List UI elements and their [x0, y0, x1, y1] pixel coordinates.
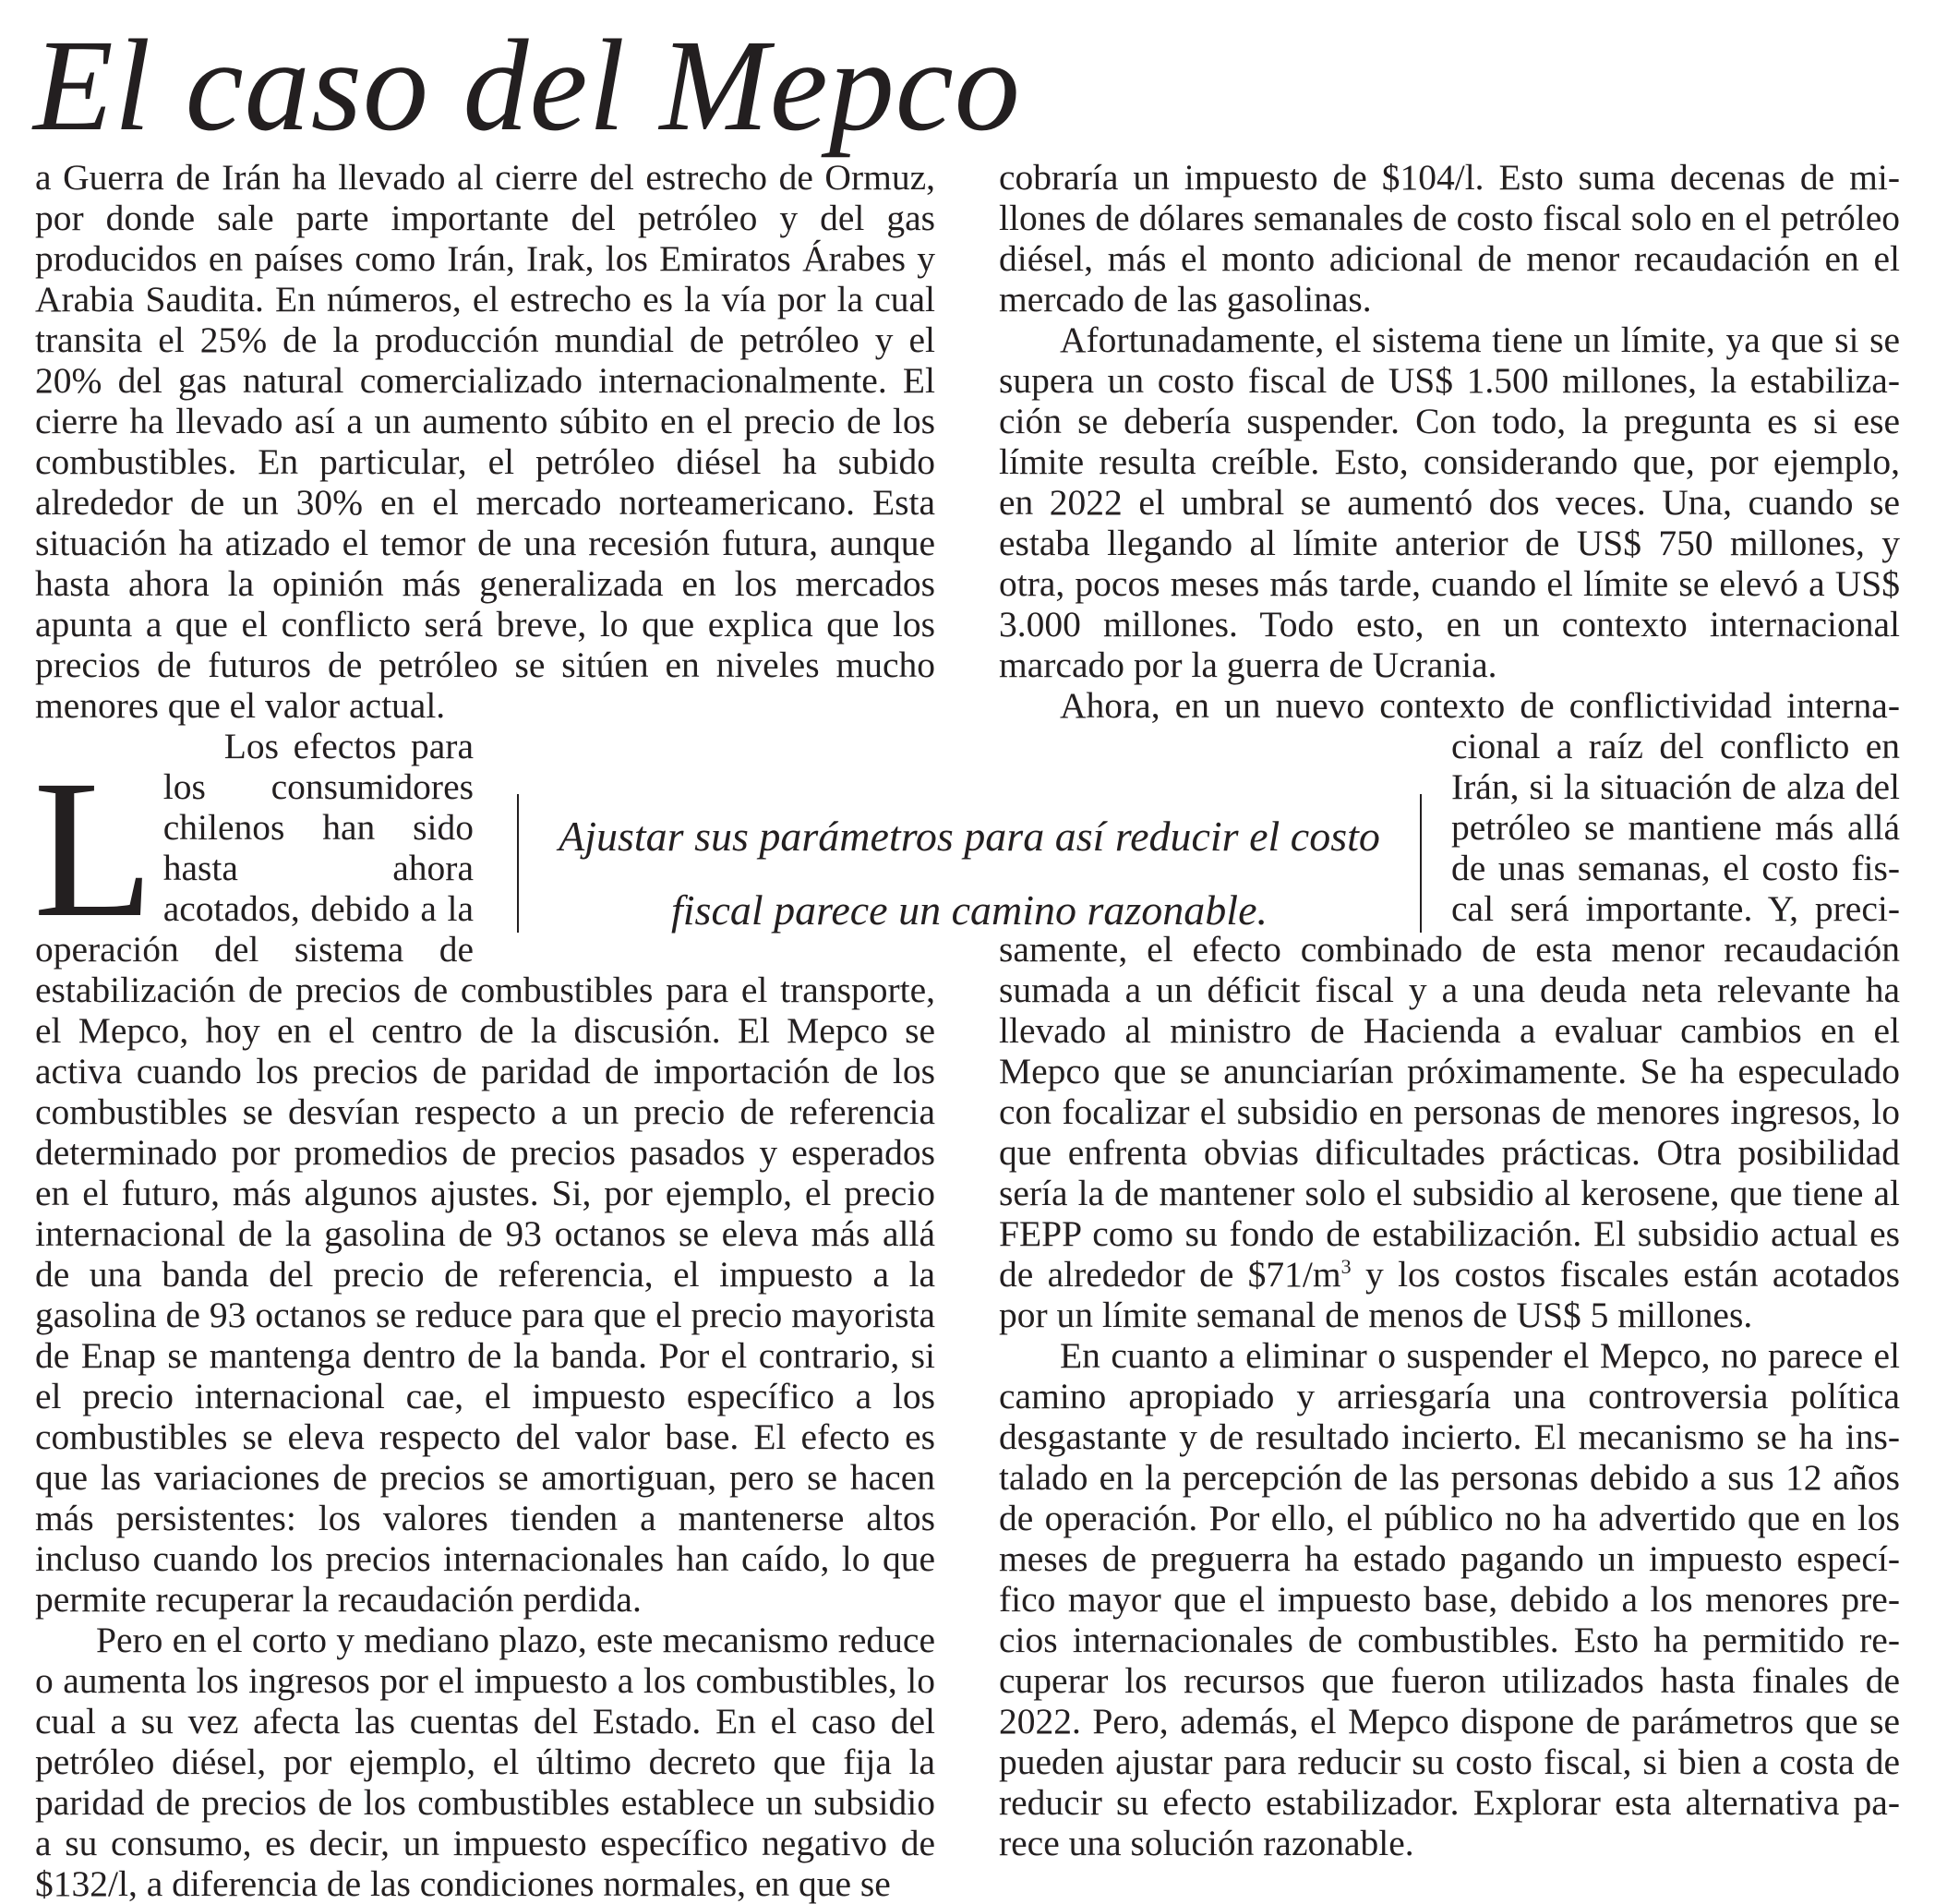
paragraph-6-tail: y los costos fiscales están acotados por un límite semanal de menos de US$ 5 millones.: [999, 1254, 1901, 1335]
paragraph-3: Pero en el corto y mediano plazo, este mecanismo reduce o aumenta los ingresos por el impuesto a los combustibles, lo cual a su vez afecta las cuentas del Estado. En el caso del petróleo diésel, por ejemplo, el último decreto que fija la paridad de precios de los combustibles establece un subsidio a su consumo, es decir, un impuesto específico negativo de $132/l, a diferencia de las condiciones normales, en que se: [35, 1620, 935, 1904]
pull-quote: [517, 794, 1422, 933]
paragraph-7: En cuanto a eliminar o suspender el Mepco, no parece el camino apropiado y arriesgaría una controversia política desgastante y de resultado incierto. El mecanismo se ha instalado en la percepción de las personas debido a sus 12 años de operación. Por ello, el público no ha advertido que en los meses de preguerra ha estado pagando un impuesto específico mayor que el impuesto base, debido a los menores precios internacionales de combustibles. Esto ha permitido recuperar los recursos que fueron utilizados hasta finales de 2022. Pero, además, el Mepco dispone de parámetros que se pueden ajustar para reducir su costo fiscal, si bien a costa de reducir su efecto estabilizador. Explorar esta alternativa parece una solución razonable.: [999, 1335, 1900, 1863]
paragraph-6-text: Ahora, en un nuevo contexto de conflictividad internacional a raíz del conflicto en Irán, si la situación de alza del petróleo se mantiene más allá de unas semanas, el costo fiscal será importante. Y, precisamente, el efecto combinado de esta menor recaudación sumada a un déficit fiscal y a una deuda neta relevante ha llevado al ministro de Hacienda a evaluar cambios en el Mepco que se anunciarían próximamente. Se ha especulado con focalizar el subsidio en personas de menores ingresos, lo que enfrenta obvias dificultades prácticas. Otra posibilidad sería la de mantener solo el subsidio al kerosene, que tiene al FEPP como su fondo de estabilización. El subsidio actual es de alrededor de $71/m: [999, 685, 1900, 1295]
paragraph-5: Afortunadamente, el sistema tiene un límite, ya que si se supera un costo fiscal de US$ 1.500 millones, la estabilización se debería suspender. Con todo, la pregunta es si ese límite resulta creíble. Esto, considerando que, por ejemplo, en 2022 el umbral se aumentó dos veces. Una, cuando se estaba llegando al límite anterior de US$ 750 millones, y otra, pocos meses más tarde, cuando el límite se elevó a US$ 3.000 millones. Todo esto, en un contexto internacional marcado por la guerra de Ucrania.: [999, 319, 1900, 685]
pull-quote-text: Ajustar sus parámetros para así reducir el costo fiscal parece un camino razonable.: [559, 813, 1380, 934]
column-left: [35, 157, 935, 1904]
column-right: [999, 157, 1900, 1863]
paragraph-4: cobraría un impuesto de $104/l. Esto suma decenas de millones de dólares semanales de costo fiscal solo en el petróleo diésel, más el monto adicional de menor recaudación en el mercado de las gasolinas.: [999, 157, 1900, 319]
article-title: El caso del Mepco: [33, 12, 1021, 158]
paragraph-1-text: a Guerra de Irán ha llevado al cierre del estrecho de Ormuz, por donde sale parte importante del petróleo y del gas producidos en países como Irán, Irak, los Emiratos Árabes y Arabia Saudita. En números, el estrecho es la vía por la cual transita el 25% de la producción mundial de petróleo y el 20% del gas natural comercializado internacionalmente. El cierre ha llevado así a un aumento súbito en el precio de los combustibles. En particular, el petróleo diésel ha subido alrededor de un 30% en el mercado norteamericano. Esta situación ha atizado el temor de una recesión futura, aunque hasta ahora la opinión más generalizada en los mercados apunta a que el conflicto será breve, lo que explica que los precios de futuros de petróleo se sitúen en niveles mucho menores que el valor actual.: [35, 157, 935, 726]
superscript-3: 3: [1340, 1254, 1352, 1278]
drop-cap: L: [33, 740, 154, 958]
paragraph-2: Los efectos para los consumidores chilenos han sido hasta ahora acotados, debido a la operación del sistema de estabilización de precios de combustibles para el transporte, el Mepco, hoy en el centro de la discusión. El Mepco se activa cuando los precios de paridad de importación de los combustibles se desvían respecto a un precio de referencia determinado por promedios de precios pasados y esperados en el futuro, más algunos ajustes. Si, por ejemplo, el precio internacional de la gasolina de 93 octanos se eleva más allá de una banda del precio de referencia, el impuesto a la gasolina de 93 octanos se reduce para que el precio mayorista de Enap se mantenga dentro de la banda. Por el contrario, si el precio internacional cae, el impuesto específico a los combustibles se eleva respecto del valor base. El efecto es que las variaciones de precios se amortiguan, pero se hacen más persistentes: los valores tienden a mantenerse altos incluso cuando los precios internacionales han caído, lo que permite recuperar la recaudación perdida.: [35, 726, 935, 1620]
paragraph-1: [33, 157, 935, 958]
